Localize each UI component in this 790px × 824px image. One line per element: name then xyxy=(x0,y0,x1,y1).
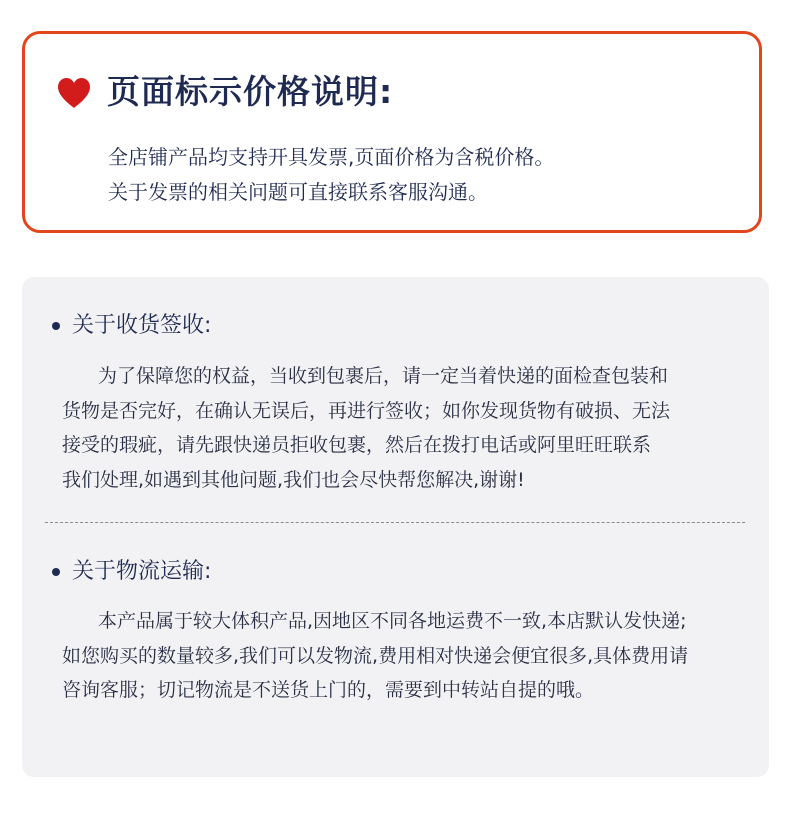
section-divider xyxy=(45,522,745,523)
receipt-section-heading xyxy=(52,311,211,341)
logistics-line: 本产品属于较大体积产品,因地区不同各地运费不一致,本店默认发快递; xyxy=(98,610,687,632)
receipt-line: 我们处理,如遇到其他问题,我们也会尽快帮您解决,谢谢! xyxy=(62,468,525,491)
logistics-line: 如您购买的数量较多,我们可以发物流,费用相对快递会便宜很多,具体费用请 xyxy=(62,644,689,667)
bullet-dot-icon xyxy=(52,322,60,330)
receipt-heading-text: 关于收货签收: xyxy=(72,313,212,338)
notice-line: 全店铺产品均支持开具发票,页面价格为含税价格。 xyxy=(108,145,555,169)
shipping-info-panel xyxy=(22,277,769,777)
notice-body xyxy=(108,140,554,210)
logistics-line: 咨询客服；切记物流是不送货上门的，需要到中转站自提的哦。 xyxy=(62,679,595,701)
price-notice-card xyxy=(22,31,762,233)
receipt-section-body xyxy=(62,359,762,497)
logistics-heading-text: 关于物流运输: xyxy=(72,559,212,584)
heart-icon xyxy=(56,77,92,109)
logistics-section-heading xyxy=(52,557,211,587)
bullet-dot-icon xyxy=(52,568,60,576)
receipt-line: 接受的瑕疵，请先跟快递员拒收包裹，然后在拨打电话或阿里旺旺联系 xyxy=(62,434,652,456)
receipt-line: 为了保障您的权益，当收到包裹后，请一定当着快递的面检查包装和 xyxy=(98,365,669,387)
notice-line: 关于发票的相关问题可直接联系客服沟通。 xyxy=(108,180,488,204)
logistics-section-body xyxy=(62,604,762,708)
notice-title: 页面标示价格说明: xyxy=(107,72,394,111)
receipt-line: 货物是否完好，在确认无误后，再进行签收；如你发现货物有破损、无法 xyxy=(62,399,671,422)
